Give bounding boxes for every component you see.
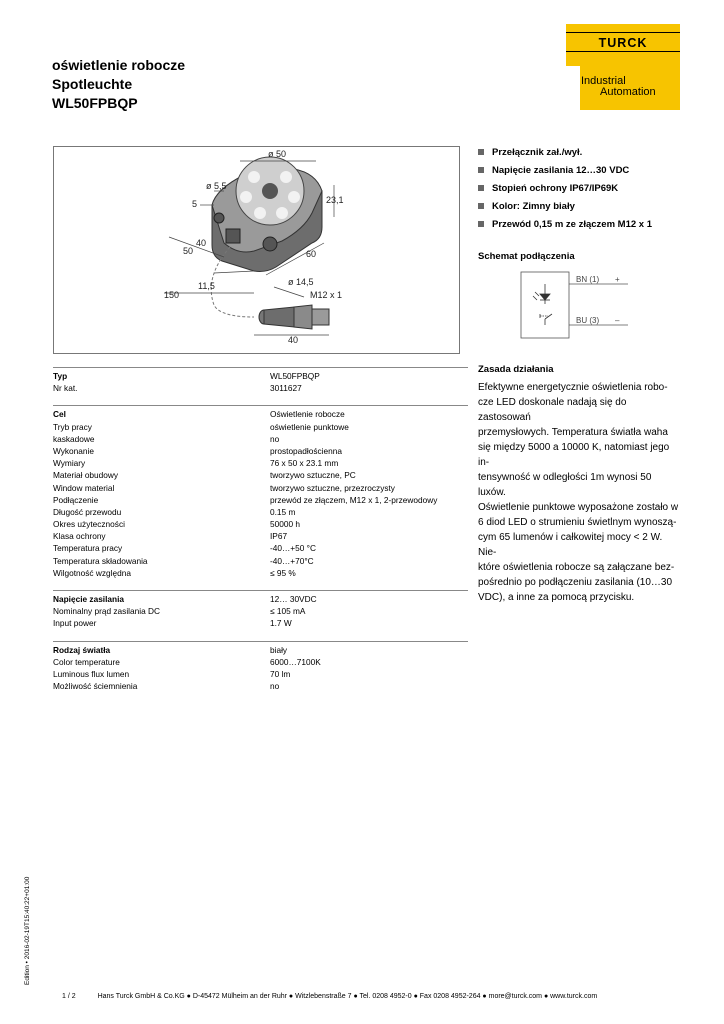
page-title: [52, 56, 185, 113]
page-number: 1 / 2: [62, 993, 76, 1000]
spec-label: Luminous flux lumen: [53, 668, 130, 679]
mount-hole-front: [263, 237, 277, 251]
spec-label: Wykonanie: [53, 445, 94, 456]
spec-value: no: [270, 681, 280, 692]
spec-label: Rodzaj światła: [53, 644, 111, 655]
spec-value: oświetlenie punktowe: [270, 421, 349, 432]
led-symbol-icon: [533, 284, 550, 304]
spec-label: Window material: [53, 482, 115, 493]
spec-value: 3011627: [270, 383, 302, 394]
principle-line: tensywność w odległości 1m wynosi 50 luxów.: [478, 472, 652, 498]
spec-value: ≤ 95 %: [270, 567, 296, 578]
principle-line: które oświetlenia robocze są załączane bez-: [478, 562, 675, 573]
dim-231: 23,1: [326, 195, 344, 205]
principle-line: przemysłowych. Temperatura światła waha: [478, 427, 668, 438]
feature-item: Stopień ochrony IP67/IP69K: [478, 179, 652, 197]
spec-value: tworzywo sztuczne, PC: [270, 470, 356, 481]
bu-label: BU (3): [576, 316, 600, 325]
plus-label: +: [615, 275, 620, 284]
table-row: [53, 506, 468, 518]
bullet-square-icon: [478, 221, 484, 227]
table-divider: [53, 590, 468, 591]
spec-label: kaskadowe: [53, 433, 95, 444]
principle-line: Oświetlenie punktowe wyposażone zostało w: [478, 502, 679, 513]
spec-group-general: [53, 408, 468, 579]
title-line-1: oświetlenie robocze: [52, 57, 186, 73]
principle-line: Efektywne energetycznie oświetlenia robo-: [478, 382, 668, 393]
logo-cutout: [566, 66, 580, 110]
table-row: [53, 457, 468, 469]
feature-list: [478, 143, 652, 233]
spec-value: przewód ze złączem, M12 x 1, 2-przewodowy: [270, 494, 438, 505]
dim-115: 11,5: [198, 281, 215, 291]
table-gap: [53, 394, 468, 402]
feature-item: Przełącznik zał./wył.: [478, 143, 652, 161]
feature-item: Kolor: Zimny biały: [478, 197, 652, 215]
spec-value: 12… 30VDC: [270, 594, 317, 604]
table-gap: [53, 579, 468, 587]
switch-symbol-icon: [540, 314, 552, 325]
bullet-square-icon: [478, 185, 484, 191]
table-divider: [53, 405, 468, 406]
dim-m12: M12 x 1: [310, 290, 343, 300]
spec-label: Napięcie zasilania: [53, 594, 125, 604]
spec-label: Temperatura składowania: [53, 555, 148, 566]
page-footer: [62, 993, 597, 1000]
table-row: [53, 518, 468, 530]
dim-40b: 40: [288, 335, 299, 345]
principle-line: cze LED doskonale nadają się do zastosowań: [478, 397, 627, 423]
table-row: [53, 469, 468, 481]
spec-value: Oświetlenie robocze: [270, 409, 345, 420]
table-row: [53, 382, 468, 394]
spec-label: Input power: [53, 618, 97, 629]
dimension-drawing-svg: [54, 147, 459, 353]
principle-line: cym 65 lumenów i całkowitej mocy < 2 W. Nie-: [478, 532, 663, 558]
table-row: [53, 680, 468, 692]
spec-value: 0.15 m: [270, 506, 296, 517]
company-info: Hans Turck GmbH & Co.KG ● D-45472 Mülheim an der Ruhr ● Witzlebenstraße 7 ● Tel. 0208 4952-0 ● Fax 0208 4952-264 ● more@turck.com ● www.turck.com: [97, 993, 598, 1000]
spec-label: Wymiary: [53, 458, 86, 469]
spec-value: 50000 h: [270, 519, 300, 530]
title-line-3: WL50FPBQP: [52, 95, 138, 111]
spec-value: 76 x 50 x 23.1 mm: [270, 458, 339, 469]
bullet-square-icon: [478, 203, 484, 209]
title-line-2: Spotleuchte: [52, 76, 133, 92]
logo-automation: Automation: [600, 86, 656, 98]
table-row: [53, 567, 468, 579]
table-divider: [53, 641, 468, 642]
logo-rule-bottom: [566, 51, 680, 52]
table-row: [53, 605, 468, 617]
table-row: [53, 482, 468, 494]
spec-value: prostopadłościenna: [270, 445, 342, 456]
spec-label: Podłączenie: [53, 494, 99, 505]
table-divider: [53, 367, 468, 368]
schematic-title: Schemat podłączenia: [478, 251, 575, 262]
dim-d50: ø 50: [268, 149, 287, 159]
spec-label: Wilgotność względna: [53, 567, 131, 578]
spec-value: biały: [270, 644, 288, 655]
mount-hole-left: [214, 213, 224, 223]
spec-value: 1.7 W: [270, 618, 292, 629]
spec-value: -40…+50 °C: [270, 543, 316, 554]
feature-item: Przewód 0,15 m ze złączem M12 x 1: [478, 215, 652, 233]
spec-label: Okres użyteczności: [53, 519, 125, 530]
spec-label: Nominalny prąd zasilania DC: [53, 606, 160, 617]
m12-connector: [259, 305, 329, 329]
switch-button: [262, 183, 278, 199]
bullet-square-icon: [478, 167, 484, 173]
spec-label: Materiał obudowy: [53, 470, 119, 481]
table-row: [53, 408, 468, 420]
table-row: [53, 445, 468, 457]
table-row: [53, 644, 468, 656]
spec-label: Długość przewodu: [53, 506, 122, 517]
dim-d145: ø 14,5: [288, 277, 314, 287]
table-row: [53, 370, 468, 382]
principle-line: 6 diod LED o strumieniu świetlnym wynoszą-: [478, 517, 677, 528]
spec-table: [53, 364, 468, 692]
logo-rule-top: [566, 32, 680, 33]
edition-text: Edition • 2016-02-19T15:40:22+01:00: [24, 876, 31, 985]
spec-value: no: [270, 433, 280, 444]
minus-label: –: [615, 316, 620, 325]
principle-line: VDC), a inne za pomocą przycisku.: [478, 592, 635, 603]
table-row: [53, 656, 468, 668]
edition-stamp: [24, 865, 38, 985]
principle-title: Zasada działania: [478, 364, 554, 375]
table-row: [53, 593, 468, 605]
spec-label: Typ: [53, 371, 68, 381]
spec-value: WL50FPBQP: [270, 371, 320, 381]
table-row: [53, 530, 468, 542]
table-gap: [53, 630, 468, 638]
table-row: [53, 421, 468, 433]
dim-50: 50: [183, 246, 194, 256]
logo-wordmark: TURCK: [598, 36, 648, 50]
spec-label: Cel: [53, 409, 66, 420]
logo-industrial: Industrial: [581, 75, 626, 87]
spec-value: tworzywo sztuczne, przezroczysty: [270, 482, 395, 493]
table-row: [53, 617, 468, 629]
table-row: [53, 542, 468, 554]
spec-value: IP67: [270, 531, 288, 542]
dimension-drawing: [53, 146, 460, 354]
dim-60: 60: [306, 249, 317, 259]
principle-line: pośrednio po podłączeniu zasilania (10…30: [478, 577, 673, 588]
principle-text: [478, 380, 680, 605]
spec-value: -40…+70°C: [270, 555, 314, 566]
spec-label: Tryb pracy: [53, 421, 92, 432]
table-row: [53, 433, 468, 445]
spec-label: Nr kat.: [53, 383, 78, 394]
dim-150: 150: [164, 290, 180, 300]
bn-label: BN (1): [576, 275, 600, 284]
bullet-square-icon: [478, 149, 484, 155]
table-row: [53, 494, 468, 506]
spec-label: Temperatura pracy: [53, 543, 123, 554]
spec-label: Color temperature: [53, 656, 120, 667]
wiring-schematic: [520, 270, 630, 342]
spec-value: ≤ 105 mA: [270, 606, 306, 617]
feature-item: Napięcie zasilania 12…30 VDC: [478, 161, 652, 179]
dim-5: 5: [192, 199, 198, 209]
dim-d55: ø 5,5: [206, 181, 227, 191]
cable-gland: [226, 229, 240, 243]
principle-line: się między 5000 a 10000 K, natomiast jego in-: [478, 442, 670, 468]
spec-value: 6000…7100K: [270, 656, 321, 667]
spec-label: Możliwość ściemnienia: [53, 681, 138, 692]
spec-group-type: [53, 370, 468, 394]
spec-group-light: [53, 644, 468, 693]
table-row: [53, 555, 468, 567]
spec-group-power: [53, 593, 468, 630]
spec-value: 70 lm: [270, 668, 291, 679]
dim-40a: 40: [196, 238, 207, 248]
spec-label: Klasa ochrony: [53, 531, 106, 542]
table-row: [53, 668, 468, 680]
